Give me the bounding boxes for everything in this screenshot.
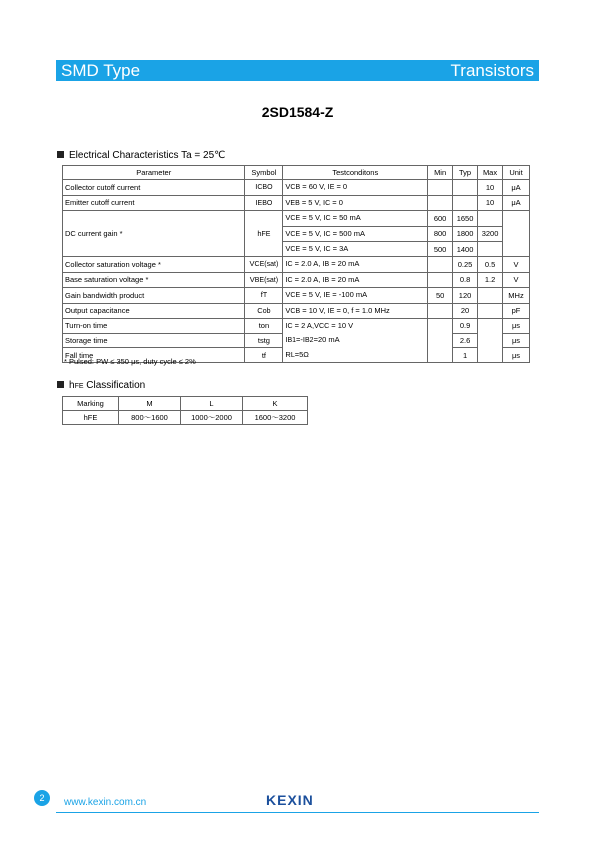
footer-website-link[interactable]: www.kexin.com.cn — [64, 797, 147, 808]
table-row: Gain bandwidth product fT VCE = 5 V, IE = -100 mA 50 120 MHz — [63, 288, 530, 303]
bullet-square-icon — [57, 381, 64, 388]
bullet-square-icon — [57, 151, 64, 158]
table-row: Base saturation voltage * VBE(sat) IC = 2.0 A, IB = 20 mA 0.8 1.2 V — [63, 272, 530, 287]
table-row: VCE = 5 V, IC = 3A 500 1400 — [63, 242, 530, 257]
table-row: Collector saturation voltage * VCE(sat) IC = 2.0 A, IB = 20 mA 0.25 0.5 V — [63, 257, 530, 272]
footer-divider — [56, 812, 539, 813]
table-row: VCE = 5 V, IC = 500 mA 800 1800 3200 — [63, 226, 530, 241]
electrical-characteristics-heading: Electrical Characteristics Ta = 25℃ — [57, 150, 225, 162]
table-header-row: Marking M L K — [63, 397, 308, 411]
table-row: Emitter cutoff current IEBO VEB = 5 V, IC = 0 10 μA — [63, 195, 530, 210]
table-row: Output capacitance Cob VCB = 10 V, IE = 0, f = 1.0 MHz 20 pF — [63, 303, 530, 318]
table-row: Storage time tstg IB1=-IB2=20 mA 2.6 μs — [63, 333, 530, 347]
header-testconditions: Testconditons — [283, 166, 428, 180]
table-row: Collector cutoff current ICBO VCB = 60 V, IE = 0 10 μA — [63, 180, 530, 195]
table-row: DC current gain * hFE VCE = 5 V, IC = 50 mA 600 1650 — [63, 211, 530, 226]
kexin-logo: KEXIN — [266, 792, 314, 808]
header-product-type: Transistors — [450, 61, 534, 80]
page-number-badge: 2 — [34, 790, 50, 806]
header-typ: Typ — [453, 166, 478, 180]
header-bar — [56, 60, 539, 81]
header-unit: Unit — [503, 166, 530, 180]
table-row: Fall time tf RL=5Ω 1 μs — [63, 348, 530, 363]
header-max: Max — [478, 166, 503, 180]
electrical-characteristics-table — [62, 165, 530, 363]
table-row: Turn-on time ton IC = 2 A,VCC = 10 V 0.9 μs — [63, 319, 530, 334]
hfe-classification-table — [62, 396, 308, 425]
header-parameter: Parameter — [63, 166, 245, 180]
header-min: Min — [428, 166, 453, 180]
table-header-row — [63, 166, 530, 180]
header-symbol: Symbol — [245, 166, 283, 180]
part-number-title: 2SD1584-Z — [261, 104, 334, 120]
table-row: hFE 800～1600 1000～2000 1600～3200 — [63, 411, 308, 425]
header-category: SMD Type — [61, 61, 141, 80]
pulsed-footnote: * Pulsed: PW ≤ 350 μs, duty cycle ≤ 2% — [64, 357, 196, 366]
hfe-classification-heading: hFE Classification — [57, 380, 145, 393]
